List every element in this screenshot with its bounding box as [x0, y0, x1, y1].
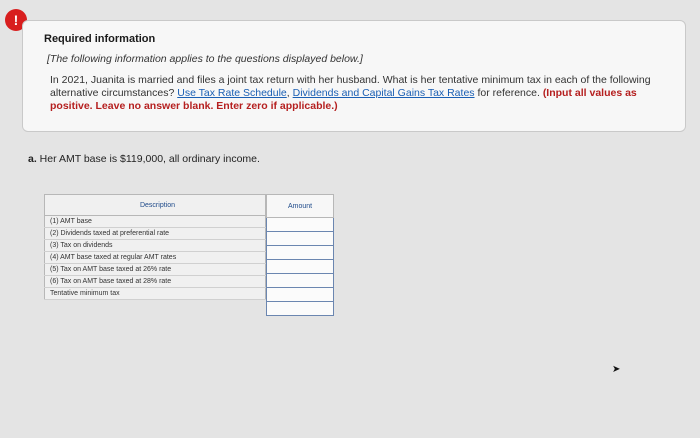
amount-cell: [267, 232, 334, 246]
amount-input-tax-28[interactable]: [267, 288, 333, 301]
question-body: In 2021, Juanita is married and files a joint tax return with her husband. What is her tentative minimum tax in each of the following alternative circumstances?: [50, 74, 651, 99]
question-reference-text: for reference.: [474, 87, 543, 99]
description-table: [44, 194, 266, 300]
description-header: Description: [45, 195, 266, 216]
row-tentative-minimum-tax: Tentative minimum tax: [45, 288, 266, 300]
part-a-label: a.: [28, 153, 37, 165]
amount-input-dividends[interactable]: [267, 232, 333, 245]
dividends-capital-gains-link[interactable]: Dividends and Capital Gains Tax Rates: [292, 87, 475, 99]
amount-cell: [267, 246, 334, 260]
amount-header: Amount: [267, 195, 334, 218]
mouse-cursor-icon: ➤: [612, 364, 621, 375]
applies-note: [The following information applies to the questions displayed below.]: [47, 53, 363, 65]
row-amt-base: (1) AMT base: [45, 216, 266, 228]
amount-input-amt-regular[interactable]: [267, 260, 333, 273]
amount-input-tax-dividends[interactable]: [267, 246, 333, 259]
required-info-title: Required information: [44, 33, 156, 45]
input-instruction: (Input all values as positive. Leave no answer blank. Enter zero if applicable.): [50, 87, 637, 112]
row-amt-base-regular: (4) AMT base taxed at regular AMT rates: [45, 252, 266, 264]
row-dividends-preferential: (2) Dividends taxed at preferential rate: [45, 228, 266, 240]
part-a-text: Her AMT base is $119,000, all ordinary income.: [36, 153, 260, 165]
amount-cell: [267, 218, 334, 232]
row-tax-28: (6) Tax on AMT base taxed at 28% rate: [45, 276, 266, 288]
row-tax-on-dividends: (3) Tax on dividends: [45, 240, 266, 252]
amount-cell: [267, 302, 334, 316]
link-separator: ,: [286, 87, 293, 99]
tax-rate-schedule-link[interactable]: Use Tax Rate Schedule: [177, 87, 287, 99]
amount-input-amt-base[interactable]: [267, 218, 333, 231]
amount-table: [266, 194, 334, 316]
amount-input-tax-26[interactable]: [267, 274, 333, 287]
amount-input-tentative[interactable]: [267, 302, 333, 315]
row-tax-26: (5) Tax on AMT base taxed at 26% rate: [45, 264, 266, 276]
part-a-prompt: [28, 153, 260, 165]
amount-cell: [267, 274, 334, 288]
amount-cell: [267, 260, 334, 274]
amount-cell: [267, 288, 334, 302]
question-text: [50, 74, 665, 113]
alert-icon: !: [5, 9, 27, 31]
